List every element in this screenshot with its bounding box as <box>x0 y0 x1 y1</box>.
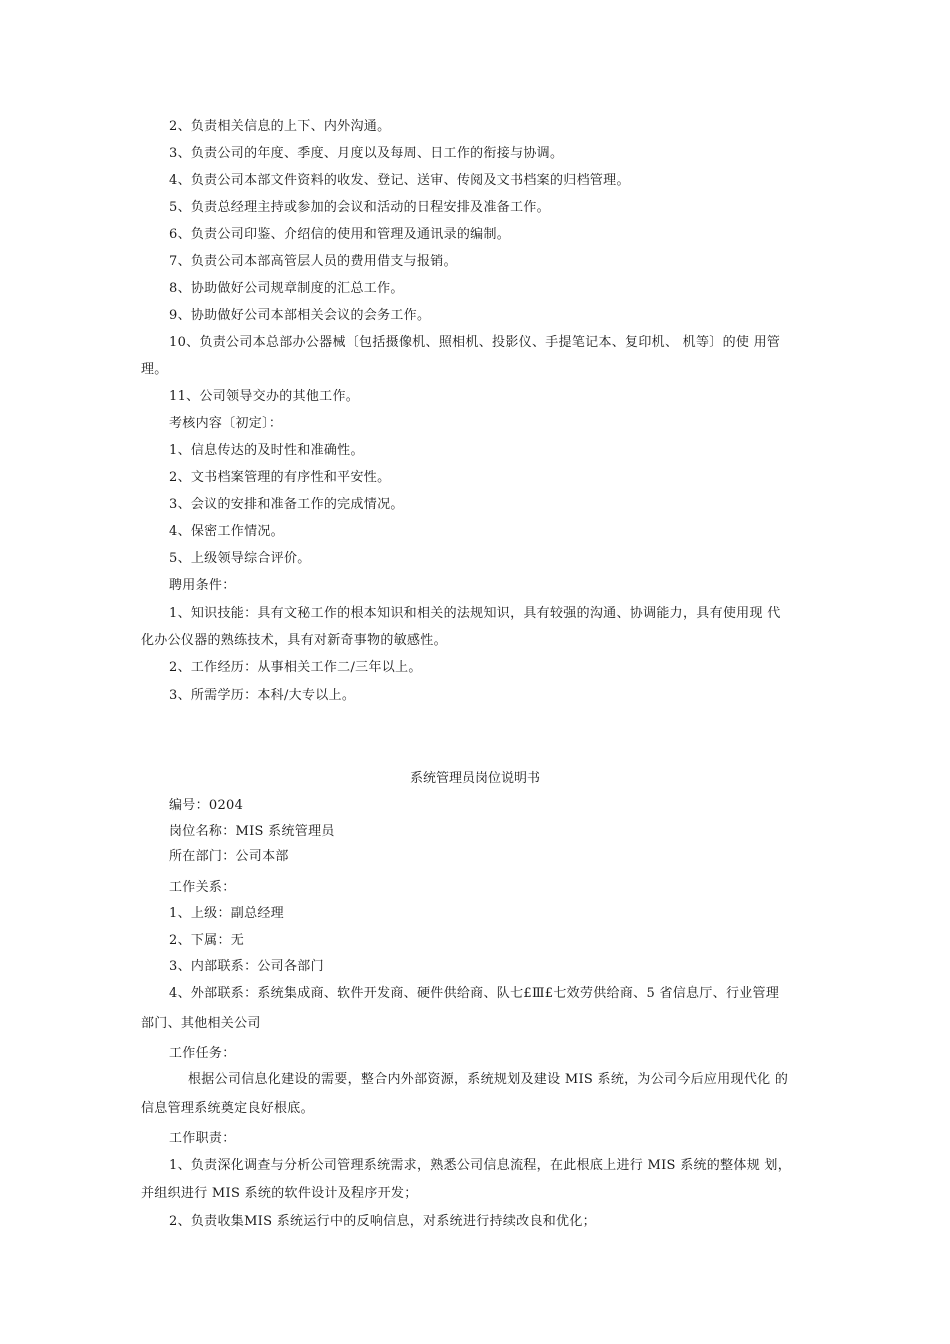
sysadmin-duty-1-line1: 1、负责深化调查与分析公司管理系统需求，熟悉公司信息流程，在此根底上进行 MIS 系统的整体规 划， <box>169 1158 792 1173</box>
assessment-heading: 考核内容〔初定〕： <box>169 416 283 431</box>
duty-item: 2、负责相关信息的上下、内外沟通。 <box>169 119 391 134</box>
duty-item: 9、协助做好公司本部相关会议的会务工作。 <box>169 308 431 323</box>
assessment-item: 4、保密工作情况。 <box>169 524 284 539</box>
task-line1: 根据公司信息化建设的需要，整合内外部资源，系统规划及建设 MIS 系统，为公司今后应用现代化 的 <box>188 1072 789 1087</box>
position-name: 岗位名称：MIS 系统管理员 <box>169 824 335 839</box>
hiring-item-1-line2: 化办公仪器的熟练技术，具有对新奇事物的敏感性。 <box>141 633 447 648</box>
duty-item: 7、负责公司本部高管层人员的费用借支与报销。 <box>169 254 457 269</box>
hiring-heading: 聘用条件： <box>169 578 236 593</box>
hiring-item-1-line1: 1、知识技能：具有文秘工作的根本知识和相关的法规知识，具有较强的沟通、协调能力，具有使用现 代 <box>169 606 781 621</box>
duty-item: 8、协助做好公司规章制度的汇总工作。 <box>169 281 404 296</box>
duty-heading: 工作职责： <box>169 1131 236 1146</box>
hiring-item-3: 3、所需学历：本科/大专以上。 <box>169 688 356 703</box>
hiring-item-2: 2、工作经历：从事相关工作二/三年以上。 <box>169 660 422 675</box>
duty-item-10-line1: 10、负责公司本总部办公器械〔包括摄像机、照相机、投影仪、手提笔记本、复印机、 机等〕的使 用管 <box>169 335 781 350</box>
duty-item: 6、负责公司印鉴、介绍信的使用和管理及通讯录的编制。 <box>169 227 511 242</box>
doc-number: 编号：0204 <box>169 798 244 813</box>
relation-superior: 1、上级：副总经理 <box>169 906 284 921</box>
sysadmin-duty-1-line2: 并组织进行 MIS 系统的软件设计及程序开发； <box>141 1186 418 1201</box>
assessment-item: 2、文书档案管理的有序性和平安性。 <box>169 470 391 485</box>
duty-item-10-line2: 理。 <box>141 362 168 377</box>
relation-internal: 3、内部联系：公司各部门 <box>169 959 324 974</box>
assessment-item: 5、上级领导综合评价。 <box>169 551 311 566</box>
assessment-item: 1、信息传达的及时性和准确性。 <box>169 443 364 458</box>
task-line2: 信息管理系统奠定良好根底。 <box>141 1101 314 1116</box>
duty-item: 4、负责公司本部文件资料的收发、登记、送审、传阅及文书档案的归档管理。 <box>169 173 630 188</box>
assessment-item: 3、会议的安排和准备工作的完成情况。 <box>169 497 404 512</box>
duty-item: 5、负责总经理主持或参加的会议和活动的日程安排及准备工作。 <box>169 200 550 215</box>
duty-item-11: 11、公司领导交办的其他工作。 <box>169 389 360 404</box>
section-title: 系统管理员岗位说明书 <box>409 771 540 786</box>
duty-item: 3、负责公司的年度、季度、月度以及每周、日工作的衔接与协调。 <box>169 146 564 161</box>
relations-heading: 工作关系： <box>169 880 236 895</box>
sysadmin-duty-2: 2、负责收集MIS 系统运行中的反响信息，对系统进行持续改良和优化； <box>169 1214 596 1229</box>
relation-external-line2: 部门、其他相关公司 <box>141 1016 261 1031</box>
relation-subordinate: 2、下属：无 <box>169 933 245 948</box>
task-heading: 工作任务： <box>169 1046 236 1061</box>
relation-external-line1: 4、外部联系：系统集成商、软件开发商、硬件供给商、队七£Ⅲ£七效劳供给商、5 省信息厅、行业管理 <box>169 986 780 1001</box>
department: 所在部门：公司本部 <box>169 849 289 864</box>
